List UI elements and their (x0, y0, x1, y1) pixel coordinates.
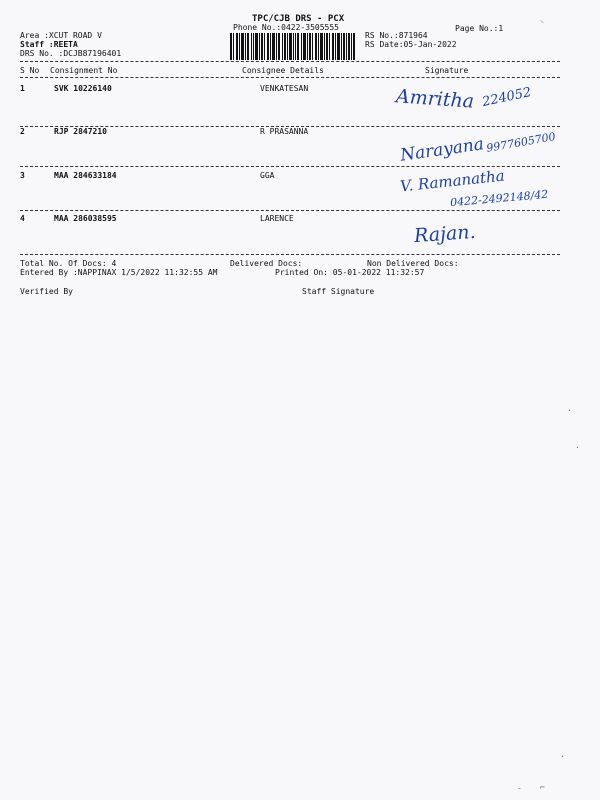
entered-by: Entered By :NAPPINAX 1/5/2022 11:32:55 AM (20, 268, 218, 277)
scan-mark: · (560, 752, 565, 761)
staff-label: Staff :REETA (20, 40, 78, 49)
document-title: TPC/CJB DRS - PCX (252, 14, 345, 24)
row-consignee: R PRASANNA (260, 127, 309, 136)
row-consignment: MAA 284633184 (54, 171, 117, 180)
scan-mark: ⸌ (540, 19, 544, 28)
rs-number: RS No.:871964 (365, 31, 428, 40)
row-consignment: RJP 2847210 (54, 127, 107, 136)
scan-mark: ⌐ (540, 783, 545, 792)
signature-row1-number: 224052 (480, 85, 533, 110)
row-sno: 4 (20, 214, 25, 223)
printed-on: Printed On: 05-01-2022 11:32:57 (275, 268, 425, 277)
signature-row3: V. Ramanatha (399, 166, 506, 196)
row-sno: 3 (20, 171, 25, 180)
drs-number: DRS No. :DCJB87196401 (20, 49, 122, 58)
signature-row2-number: 9977605700 (485, 130, 557, 155)
rs-date: RS Date:05-Jan-2022 (365, 40, 457, 49)
signature-row1: Amritha (395, 85, 475, 113)
row-consignee: GGA (260, 171, 275, 180)
scan-mark: · (567, 406, 572, 415)
delivered-docs: Delivered Docs: (230, 259, 303, 268)
signature-row4: Rajan. (413, 220, 477, 248)
col-header-consignment: Consignment No (50, 66, 118, 75)
row-divider (20, 254, 560, 255)
barcode (230, 33, 355, 60)
scan-mark: ˉ (517, 787, 522, 796)
row-consignment: SVK 10226140 (54, 84, 112, 93)
divider-header (20, 77, 560, 78)
staff-signature: Staff Signature (302, 287, 375, 296)
row-sno: 2 (20, 127, 25, 136)
row-divider (20, 210, 560, 211)
row-sno: 1 (20, 84, 25, 93)
col-header-sno: S No (20, 66, 40, 75)
signature-row2: Narayana (399, 134, 486, 166)
row-divider (20, 166, 560, 167)
area-label: Area :XCUT ROAD V (20, 31, 102, 40)
page-number: Page No.:1 (455, 24, 504, 33)
non-delivered-docs: Non Delivered Docs: (367, 259, 459, 268)
divider-top (20, 61, 560, 62)
col-header-signature: Signature (425, 66, 469, 75)
row-consignee: VENKATESAN (260, 84, 309, 93)
row-consignment: MAA 286038595 (54, 214, 117, 223)
row-consignee: LARENCE (260, 214, 294, 223)
phone-number: Phone No.:0422-3505555 (233, 23, 339, 32)
signature-row3-number: 0422-2492148/42 (449, 187, 549, 210)
col-header-consignee: Consignee Details (242, 66, 324, 75)
scan-mark: · (575, 443, 580, 452)
total-docs: Total No. Of Docs: 4 (20, 259, 117, 268)
verified-by: Verified By (20, 287, 73, 296)
